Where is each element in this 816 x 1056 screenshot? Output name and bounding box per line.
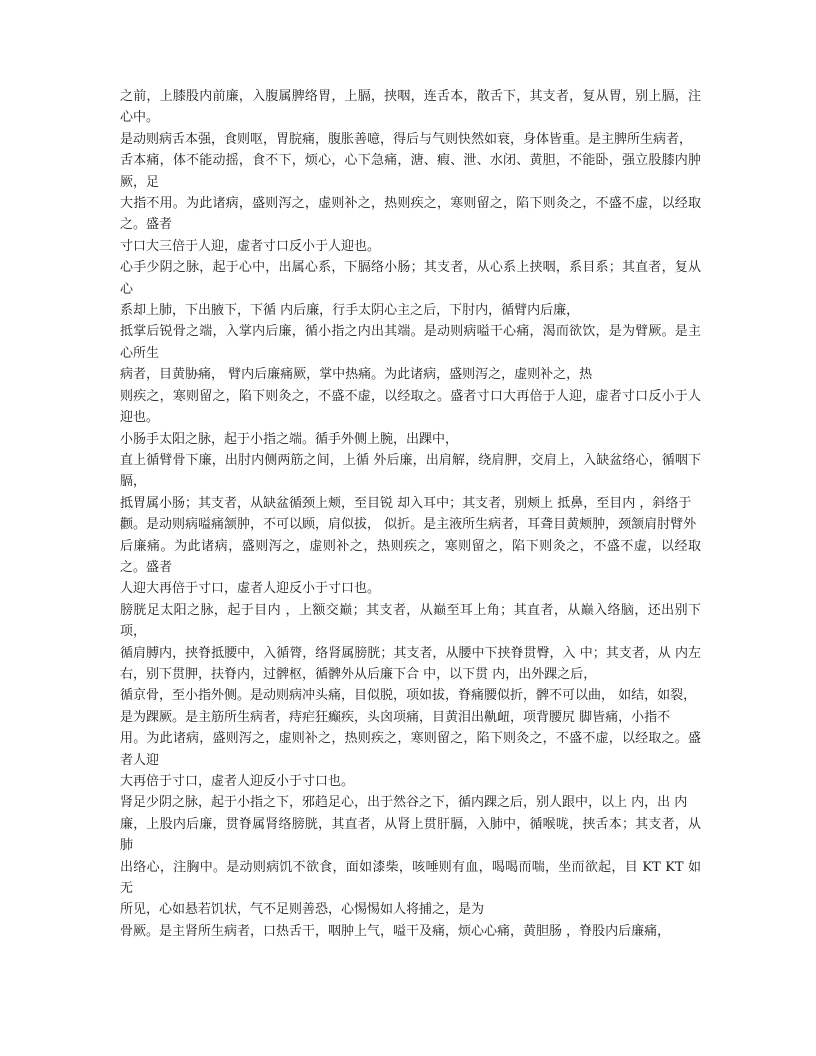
text-paragraph: 循京骨，至小指外侧。是动则病冲头痛，目似脱，项如拔，脊痛腰似折，髀不可以曲， 如结，如裂， bbox=[120, 688, 697, 704]
text-paragraph: 抵胃属小肠；其支者，从缺盆循颈上颊，至目锐 却入耳中；其支者，别颊上 抵鼻，至目内 ，斜络于 bbox=[120, 495, 692, 511]
text-paragraph: 循肩膊内，挟脊抵腰中，入循膂，络肾属膀胱；其支者，从腰中下挟脊贯臀，入 中；其支者，从 内左右，别下贯胛，扶脊内，过髀枢，循髀外从后廉下合 中，以下贯 内，出外踝之后， bbox=[120, 645, 701, 682]
text-paragraph: 病者，目黄胁痛， 臂内后廉痛厥，掌中热痛。为此诸病，盛则泻之，虚则补之，热 bbox=[120, 367, 593, 383]
text-paragraph: 大指不用。为此诸病，盛则泻之，虚则补之，热则疾之，寒则留之，陷下则灸之，不盛不虚，以经取之。盛者 bbox=[120, 196, 701, 233]
text-paragraph: 舌本痛，体不能动摇，食不下，烦心，心下急痛，溏、瘕、泄、水闭、黄胆，不能卧，强立股膝内肿厥，足 bbox=[120, 153, 701, 190]
text-paragraph: 是动则病舌本强，食则呕，胃脘痛，腹胀善噫，得后与气则快然如衰，身体皆重。是主脾所生病者， bbox=[120, 131, 693, 147]
text-paragraph: 后廉痛。为此诸病，盛则泻之，虚则补之，热则疾之，寒则留之，陷下则灸之，不盛不虚，以经取之。盛者 bbox=[120, 538, 701, 575]
text-paragraph: 大再倍于寸口，虚者人迎反小于寸口也。 bbox=[120, 774, 355, 789]
text-paragraph: 肾足少阴之脉，起于小指之下，邪趋足心，出于然谷之下，循内踝之后，别人跟中，以上 内，出 内 bbox=[120, 795, 688, 811]
text-paragraph: 小肠手太阳之脉，起于小指之端。循手外侧上腕，出踝中， bbox=[120, 431, 459, 447]
text-paragraph: 心手少阴之脉，起于心中，出属心系，下膈络小肠；其支者，从心系上挟咽，系目系；其直者，复从心 bbox=[120, 260, 701, 297]
text-paragraph: 之前，上膝股内前廉，入腹属脾络胃，上膈，挟咽，连舌本，散舌下，其支者，复从胃，别上膈，注心中。 bbox=[120, 89, 701, 126]
document-text-body bbox=[120, 86, 701, 942]
text-paragraph: 出络心，注胸中。是动则病饥不欲食，面如漆柴，咳唾则有血，喝喝而喘，坐而欲起，目 KT KT 如无 bbox=[120, 859, 701, 897]
text-paragraph: 则疾之，寒则留之，陷下则灸之，不盛不虚，以经取之。盛者寸口大再倍于人迎，虚者寸口反小于人迎也。 bbox=[120, 388, 701, 426]
text-paragraph: 系却上肺，下出腋下，下循 内后廉，行手太阴心主之后，下肘内，循臂内后廉， bbox=[120, 303, 580, 319]
text-paragraph: 颧。是动则病嗌痛颔肿，不可以顾，肩似拔， 似折。是主液所生病者，耳聋目黄颊肿，颈颔肩肘臂外 bbox=[120, 517, 697, 533]
text-paragraph: 骨厥。是主肾所生病者，口热舌干，咽肿上气，嗌干及痛，烦心心痛，黄胆肠 ，脊股内后廉痛， bbox=[120, 923, 671, 939]
text-paragraph: 寸口大三倍于人迎，虚者寸口反小于人迎也。 bbox=[120, 238, 381, 254]
text-paragraph: 是为踝厥。是主筋所生病者，痔疟狂癫疾，头囟项痛，目黄泪出鼽衄，项背腰尻 脚皆痛，小指不 bbox=[120, 709, 671, 725]
text-paragraph: 膀胱足太阳之脉，起于目内 ，上额交巅；其支者，从巅至耳上角；其直者，从巅入络脑，还出别下项， bbox=[120, 602, 701, 640]
text-paragraph: 廉，上股内后廉，贯脊属肾络膀胱，其直者，从肾上贯肝膈，入肺中，循喉咙，挟舌本；其支者，从肺 bbox=[120, 816, 701, 854]
text-paragraph: 抵掌后锐骨之端，入掌内后廉，循小指之内出其端。是动则病嗌干心痛，渴而欲饮，是为臂厥。是主心所生 bbox=[120, 324, 701, 361]
text-paragraph: 所见，心如悬若饥状，气不足则善恐，心惕惕如人将捕之，是为 bbox=[120, 902, 485, 918]
text-paragraph: 人迎大再倍于寸口，虚者人迎反小于寸口也。 bbox=[120, 581, 381, 597]
text-paragraph: 直上循臂骨下廉，出肘内侧两筋之间，上循 外后廉，出肩解，绕肩胛，交肩上，入缺盆络心，循咽下膈， bbox=[120, 452, 701, 490]
text-paragraph: 用。为此诸病，盛则泻之，虚则补之，热则疾之，寒则留之，陷下则灸之，不盛不虚，以经取之。盛者人迎 bbox=[120, 731, 701, 768]
